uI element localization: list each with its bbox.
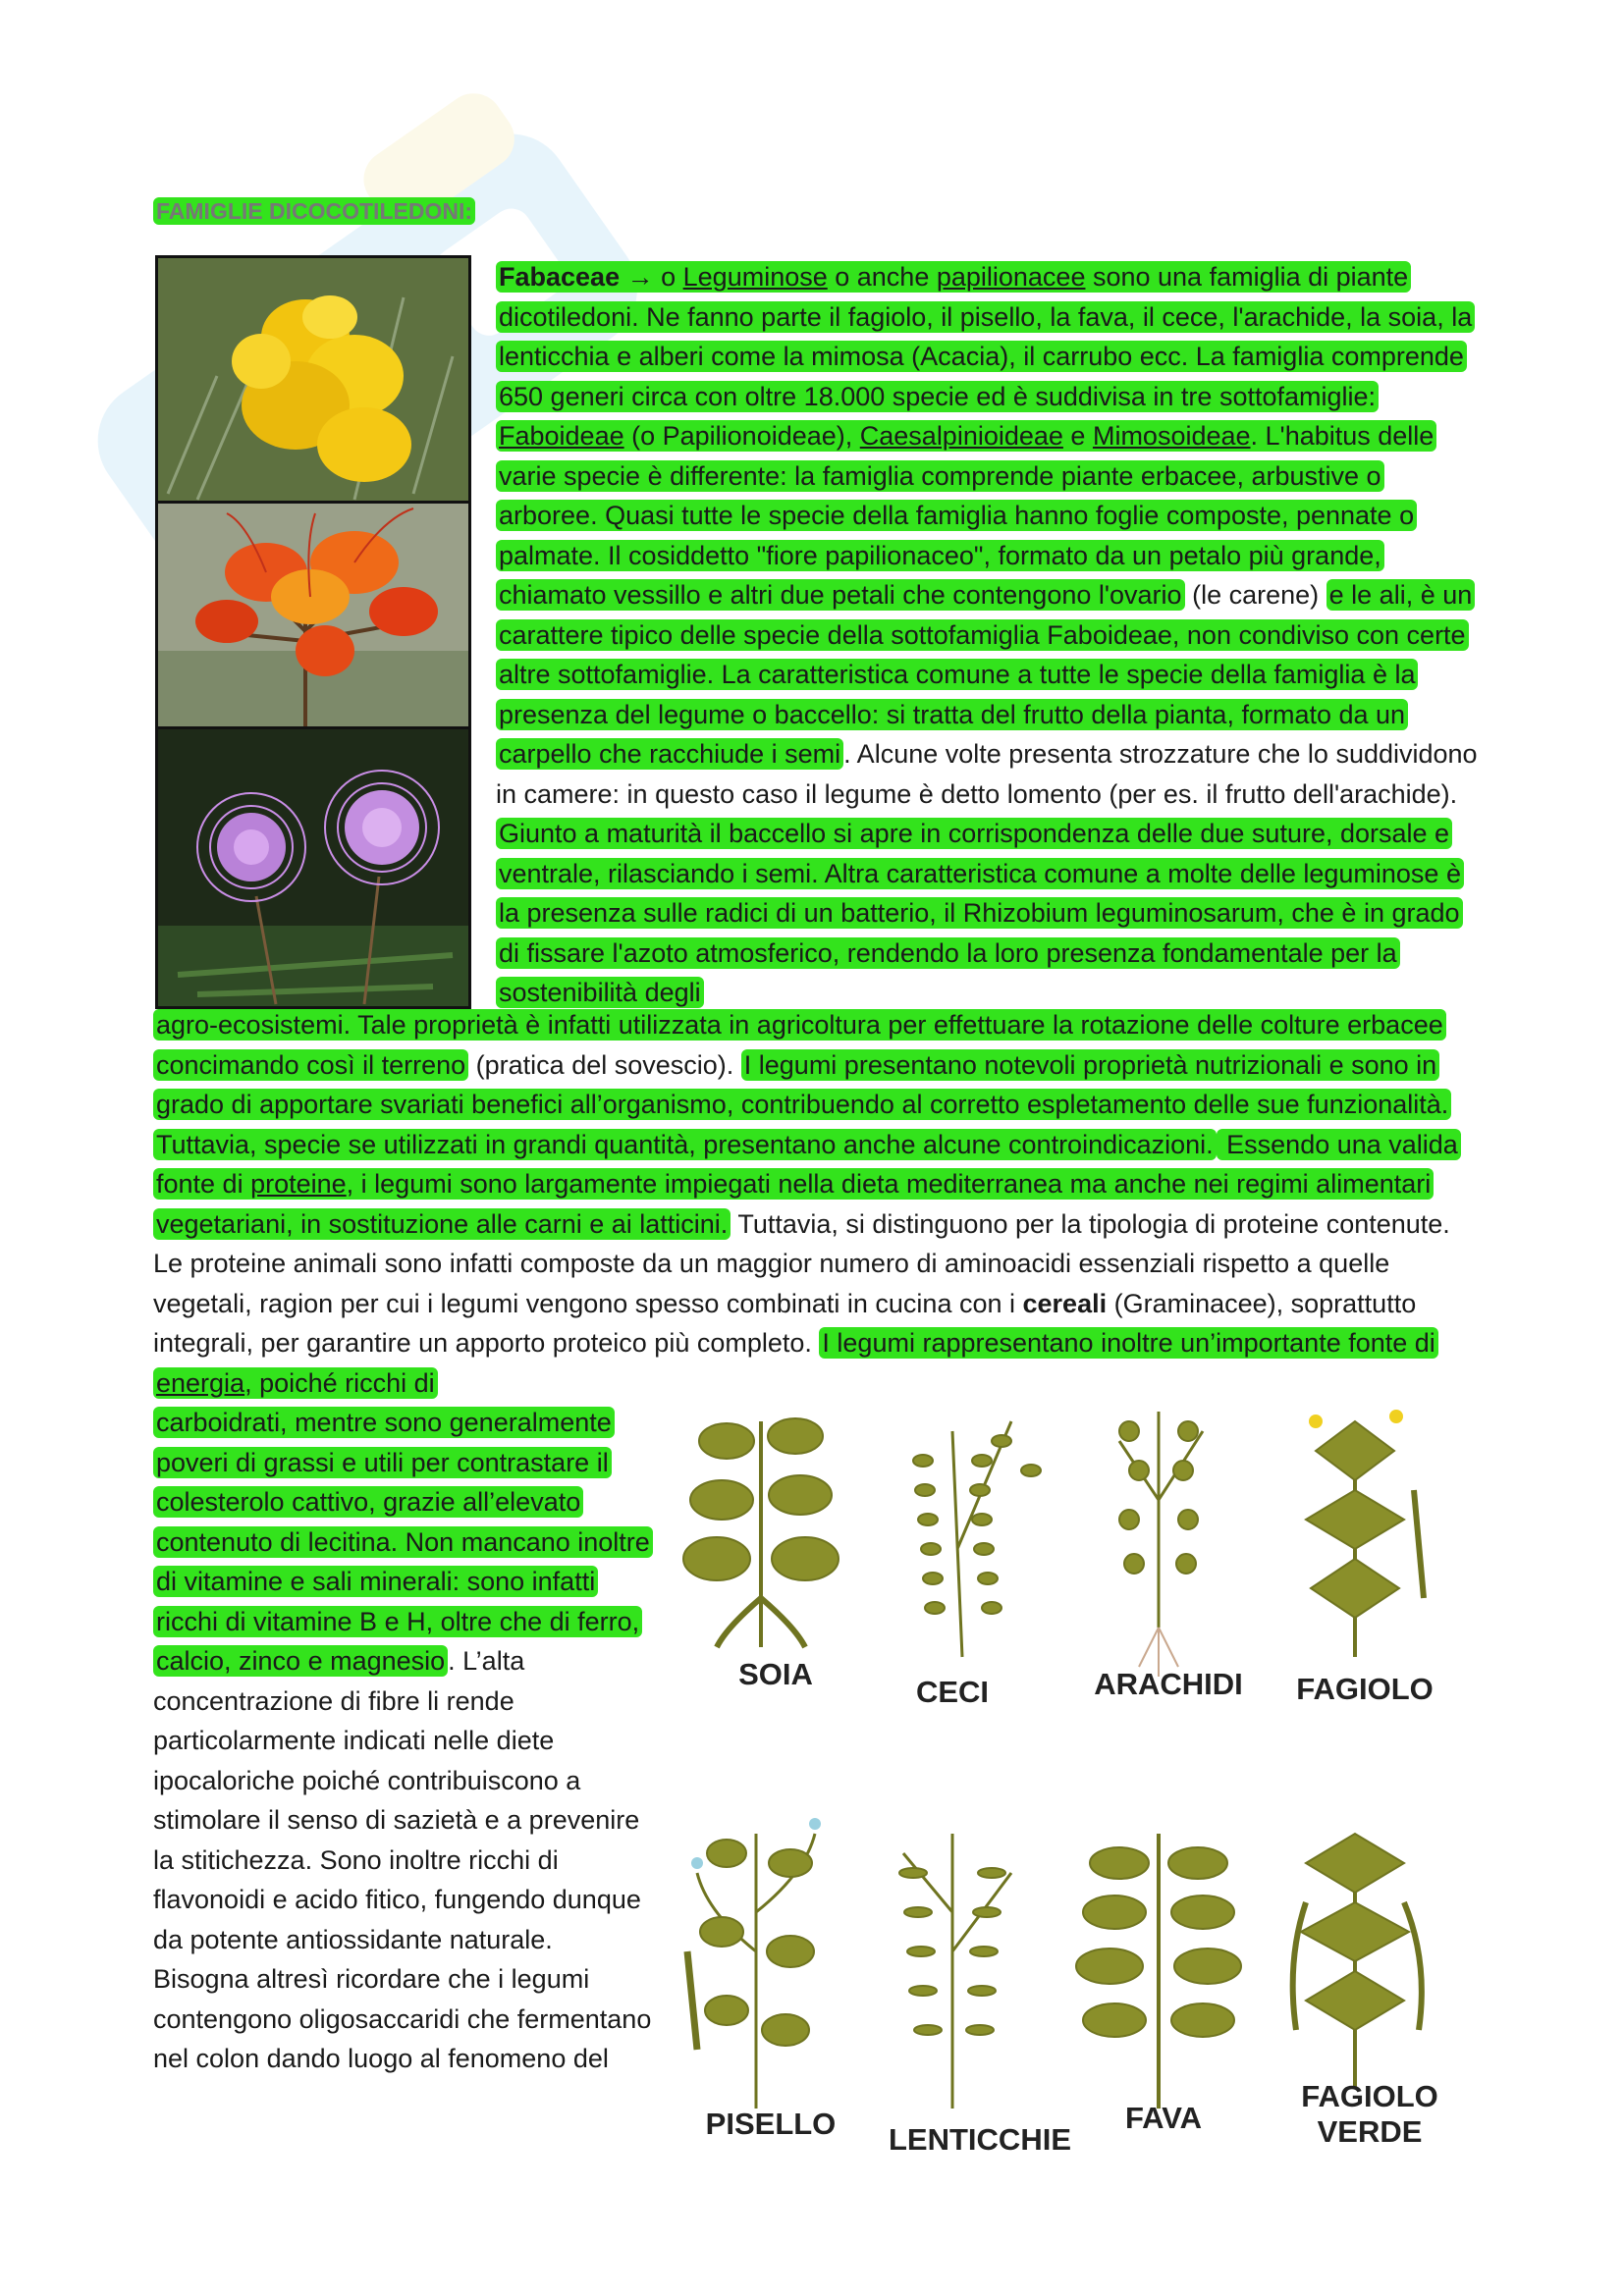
plant-label-fagiolo: FAGIOLO [1296, 1672, 1434, 1706]
paragraph-legumi: agro-ecosistemi. Tale proprietà è infatti utilizzata in agricoltura per effettuare la rotazione delle colture erbacee concimando così il terreno (pratica del sovescio). I legumi presentano notevoli proprietà nutrizionali e sono in grado di apportare svariati benefici all’organismo, contribuendo al corretto espletamento delle sue funzionalità. Tuttavia, specie se utilizzati in grandi quantità, presentano anche alcune controindicazioni. Essendo una valida fonte di proteine, i legumi sono largamente impiegati nella dieta mediterranea ma anche nei regimi alimentari vegetariani, in sostituzione alle carni e ai latticini. Tuttavia, si distinguono per la tipologia di proteine contenute. Le proteine animali sono infatti composte da un maggior numero di aminoacidi essenziali rispetto a quelle vegetali, ragion per cui i legumi vengono spesso combinati in cucina con i cereali (Graminacee), soprattutto integrali, per garantire un apporto proteico più completo. I legumi rappresentano inoltre un’importante fonte di energia, poiché ricchi di [153, 1005, 1479, 1403]
link-leguminose[interactable]: Leguminose [682, 262, 828, 292]
term-fabaceae: Fabaceae [499, 262, 621, 292]
paragraph-nutrienti: carboidrati, mentre sono generalmente poveri di grassi e utili per contrastare il colesterolo cattivo, grazie all’elevato contenuto di lecitina. Non mancano inoltre di vitamine e sali minerali: sono infatti ricchi di vitamine B e H, oltre che di ferro, calcio, zinco e magnesio . L’alta concentrazione di fibre li rende particolarmente indicati nelle diete ipocaloriche poiché contribuiscono a stimolare il senso di sazietà e a prevenire la stitichezza. Sono inoltre ricchi di flavonoidi e acido fitico, fungendo dunque da potente antiossidante naturale. Bisogna altresì ricordare che i legumi contengono oligosaccaridi che fermentano nel colon dando luogo al fenomeno del [153, 1408, 652, 2073]
plant-label-arachidi: ARACHIDI [1094, 1667, 1243, 1701]
link-faboideae[interactable]: Faboideae [499, 421, 624, 451]
plant-pisello-drawing [687, 1818, 821, 2109]
plant-fagiolo-verde-drawing [1293, 1834, 1422, 2089]
section-heading: FAMIGLIE DICOCOTILEDONI: [153, 198, 475, 225]
paragraph-fabaceae: Fabaceae → o Leguminose o anche papilionacee sono una famiglia di piante dicotiledoni. Ne fanno parte il fagiolo, il pisello, la fava, il cece, l'arachide, la soia, la lenticchia e alberi come la mimosa (Acacia), il carrubo ecc. La famiglia comprende 650 generi circa con oltre 18.000 specie ed è suddivisa in tre sottofamiglie: Faboideae (o Papilionoideae), Caesalpinioideae e Mimosoideae. L'habitus delle varie specie è differente: la famiglia comprende piante erbacee, arbustive o arboree. Quasi tutte le specie della famiglia hanno foglie composte, pennate o palmate. Il cosiddetto "fiore papilionaceo", formato da un petalo più grande, chiamato vessillo e altri due petali che contengono l'ovario (le carene) e le ali, è un carattere tipico delle specie della sottofamiglia Faboideae, non condiviso con certe altre sottofamiglie. La caratteristica comune a tutte le specie della famiglia è la presenza del legume o baccello: si tratta del frutto della pianta, formato da un carpello che racchiude i semi . Alcune volte presenta strozzature che lo suddividono in camere: in questo caso il legume è detto lomento (per es. il frutto dell'arachide). Giunto a maturità il baccello si apre in corrispondenza delle due suture, dorsale e ventrale, rilasciando i semi. Altra caratteristica comune a molte delle leguminose è la presenza sulle radici di un batterio, il Rhizobium leguminosarum, che è in grado di fissare l'azoto atmosferico, rendendo la loro presenza fondamentale per la sostenibilità degli [496, 262, 1478, 1007]
link-papilionacee[interactable]: papilionacee [936, 262, 1086, 292]
plant-label-fava: FAVA [1124, 2101, 1203, 2135]
plant-label-pisello: PISELLO [705, 2107, 837, 2141]
arrow-right-icon: → [626, 262, 654, 292]
term-cereali: cereali [1022, 1288, 1108, 1318]
link-caesalpinioideae[interactable]: Caesalpinioideae [859, 421, 1063, 451]
plant-label-ceci: CECI [915, 1675, 990, 1709]
photo-red-caesalpinia-flower [158, 504, 468, 726]
plant-label-soia: SOIA [738, 1657, 813, 1691]
photo-pink-mimosa-flower [158, 729, 468, 1006]
plant-label-fagiolo-verde: FAGIOLO VERDE [1301, 2079, 1438, 2149]
plant-label-lenticchie: LENTICCHIE [889, 2122, 1071, 2157]
plant-arachidi-drawing [1119, 1412, 1203, 1677]
plant-soia-drawing [683, 1418, 839, 1647]
photo-column [155, 255, 471, 1009]
plants-drawing [668, 1402, 1492, 2167]
photo-yellow-pea-flower [158, 258, 468, 501]
plant-lenticchie-drawing [899, 1834, 1011, 2109]
plant-fagiolo-drawing [1306, 1410, 1424, 1657]
legume-plants-illustration [668, 1402, 1492, 2167]
link-proteine[interactable]: proteine [250, 1169, 347, 1199]
plant-fava-drawing [1076, 1834, 1241, 2109]
link-energia[interactable]: energia [156, 1367, 245, 1398]
plant-ceci-drawing [913, 1421, 1041, 1657]
link-mimosoideae[interactable]: Mimosoideae [1092, 421, 1251, 451]
